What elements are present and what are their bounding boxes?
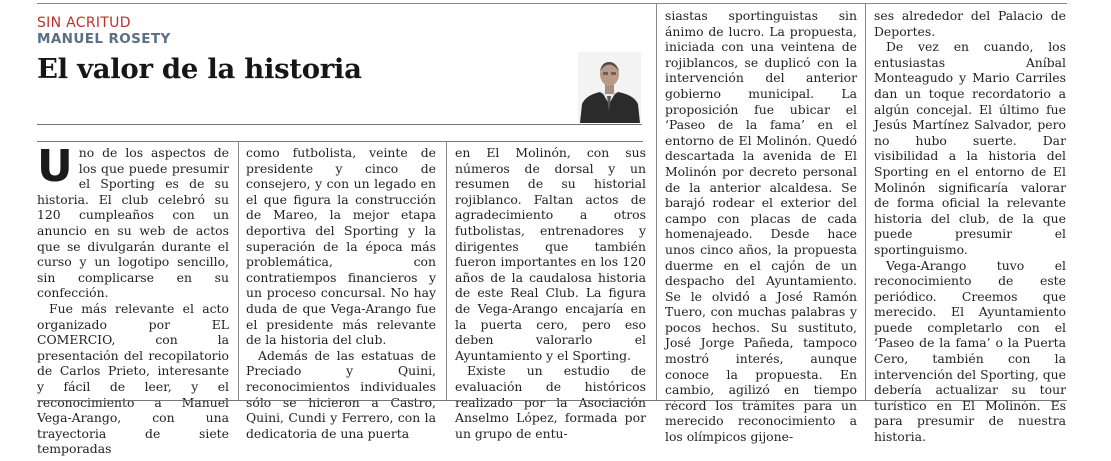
paragraph: Además de las estatuas de Preciado y Quini, reconocimientos individuales sólo se hicieron a Castro, Quini, Cundi y Ferrero, con la dedicatoria de una puerta	[246, 347, 436, 441]
column-divider	[865, 4, 866, 400]
author-portrait-image	[578, 52, 641, 123]
paragraph: Vega-Arango tuvo el reconocimiento de este periódico. Creemos que merecido. El Ayuntamiento puede completarlo con el ‘Paseo de la fama’ o la Puerta Cero, también con la intervención del Sporting, que debería actualizar su tour turístico en El Molinón. Es para presumir de nuestra historia.	[874, 257, 1066, 445]
paragraph: como futbolista, veinte de presidente y cinco de consejero, y con un legado en el que figura la construcción de Mareo, la mejor etapa deportiva del Sporting y la superación de la época más problemática, con contratiempos financieros y un proceso concursal. No hay duda de que Vega-Arango fue el presidente más relevante de la historia del club.	[246, 145, 436, 348]
paragraph: Existe un estudio de evaluación de históricos realizado por la Asociación Anselmo López, formada por un grupo de entu-	[455, 363, 646, 441]
section-label: SIN ACRITUD	[37, 15, 131, 31]
header-rule	[37, 124, 642, 125]
article-column-4	[665, 8, 857, 445]
article-column-2	[246, 145, 436, 441]
paragraph	[37, 141, 229, 301]
paragraph-text: no de los aspectos de los que puede presumir el Sporting es de su historia. El club celebró su 120 cumpleaños con un anuncio en su web de actos que se divulgarán durante el curso y un logotipo sencillo, sin complicarse en su confección.	[37, 145, 229, 301]
bottom-rule	[37, 400, 1067, 401]
headline: El valor de la historia	[37, 53, 362, 85]
article-column-3	[455, 145, 646, 441]
top-rule	[37, 3, 1067, 4]
column-divider	[238, 141, 239, 400]
paragraph: ses alrededor del Palacio de Deportes.	[874, 8, 1066, 39]
body-rule	[37, 141, 643, 142]
paragraph: siastas sportinguistas sin ánimo de lucro. La propuesta, iniciada con una veintena de rojiblancos, se duplicó con la intervención del anterior gobierno municipal. La proposición fue ubicar el ‘Paseo de la fama’ en el entorno de El Molinón. Quedó descartada la avenida de El Molinón por decreto personal de la anterior alcaldesa. Se barajó rodear el exterior del campo con placas de cada homenajeado. Desde hace unos cinco años, la propuesta duerme en el cajón de un despacho del Ayuntamiento. Se le olvidó a José Ramón Tuero, con muchas palabras y pocos hechos. Su sustituto, José Jorge Pañeda, tampoco mostró interés, aunque conoce la propuesta. En cambio, agilizó en tiempo récord los trámites para un merecido reconocimiento a los olímpicos gijone-	[665, 8, 857, 445]
author-name: MANUEL ROSETY	[37, 31, 171, 47]
drop-cap: U	[37, 141, 73, 192]
article-column-1	[37, 141, 229, 457]
column-divider	[446, 141, 447, 400]
paragraph: en El Molinón, con sus números de dorsal y un resumen de su historial rojiblanco. Faltan actos de agradecimiento a otros futbolistas, entrenadores y dirigentes que también fueron importantes en los 120 años de la caudalosa historia de este Real Club. La figura de Vega-Arango encajaría en la puerta cero, pero eso deben valorarlo el Ayuntamiento y el Sporting.	[455, 145, 646, 363]
paragraph: Fue más relevante el acto organizado por EL COMERCIO, con la presentación del recopilatorio de Carlos Prieto, interesante y fácil de leer, y el reconocimiento a Manuel Vega-Arango, con una trayectoria de siete temporadas	[37, 300, 229, 457]
author-photo	[578, 52, 641, 123]
article-column-5	[874, 8, 1066, 445]
paragraph: De vez en cuando, los entusiastas Aníbal Monteagudo y Mario Carriles dan un toque recordatorio a algún concejal. El último fue Jesús Martínez Salvador, pero no hubo suerte. Dar visibilidad a la historia del Sporting en el entorno de El Molinón significaría valorar de forma oficial la relevante historia del club, de la que puede presumir el sportinguismo.	[874, 39, 1066, 257]
column-divider	[656, 4, 657, 400]
